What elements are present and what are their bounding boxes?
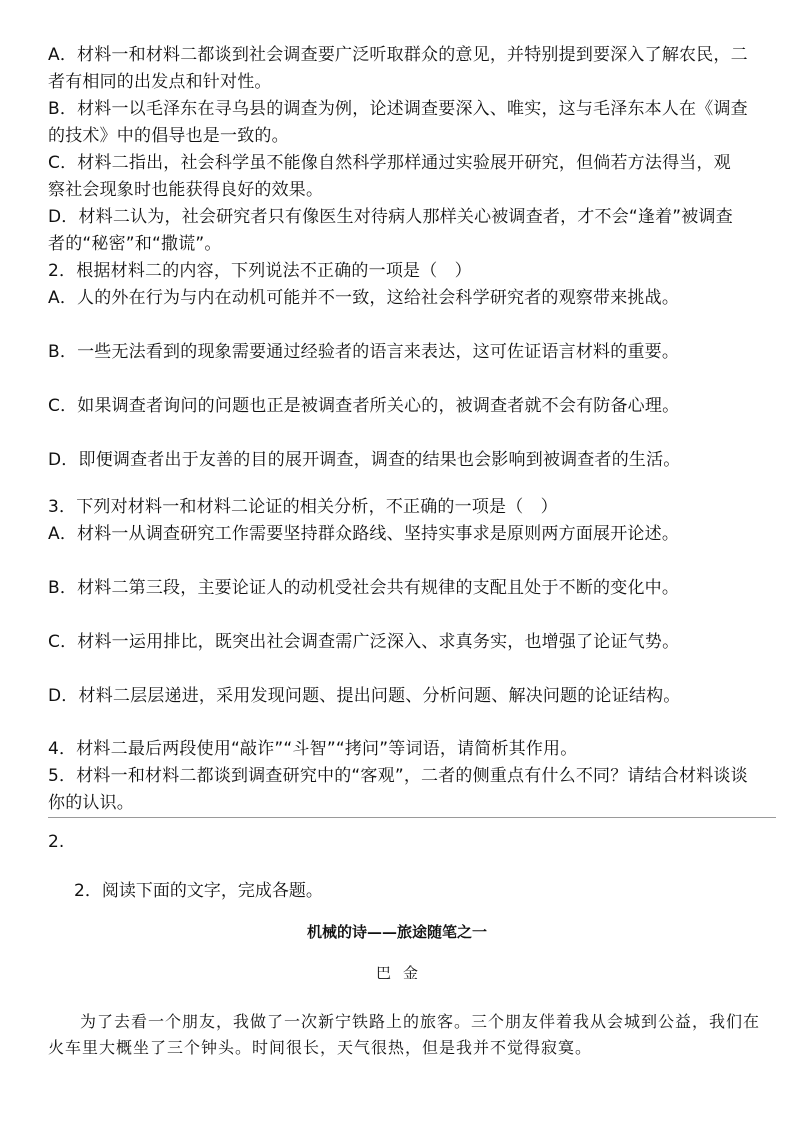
q2-option-c: C．如果调查者询问的问题也正是被调查者所关心的，被调查者就不会有防备心理。 xyxy=(48,396,680,416)
section-divider xyxy=(48,817,776,818)
q2-option-d: D．即便调查者出于友善的目的展开调查，调查的结果也会影响到被调查者的生活。 xyxy=(48,450,681,470)
q3-stem: 3．下列对材料一和材料二论证的相关分析，不正确的一项是（ ） xyxy=(48,497,558,517)
section-number: 2. xyxy=(48,832,65,852)
q3-option-a: A．材料一从调查研究工作需要坚持群众路线、坚持实事求是原则两方面展开论述。 xyxy=(48,524,680,544)
q3-option-d: D．材料二层层递进，采用发现问题、提出问题、分析问题、解决问题的论证结构。 xyxy=(48,686,681,706)
q4-question: 4．材料二最后两段使用“敲诈”“斗智”“拷问”等词语，请简析其作用。 xyxy=(48,739,578,759)
q1-option-b: B．材料一以毛泽东在寻乌县的调查为例，论述调查要深入、唯实，这与毛泽东本人在《调查的技术》中的倡导也是一致的。 xyxy=(48,99,748,146)
q2-stem: 2．根据材料二的内容，下列说法不正确的一项是（ ） xyxy=(48,261,472,281)
reading-instruction: 2．阅读下面的文字，完成各题。 xyxy=(74,881,323,901)
q1-option-d: D．材料二认为，社会研究者只有像医生对待病人那样关心被调查者，才不会“逢着”被调查者的“秘密”和“撒谎”。 xyxy=(48,207,733,254)
article-paragraph: 为了去看一个朋友，我做了一次新宁铁路上的旅客。三个朋友伴着我从会城到公益，我们在火车里大概坐了三个钟头。时间很长，天气很热，但是我并不觉得寂寞。 xyxy=(48,1012,761,1057)
q1-option-a: A．材料一和材料二都谈到社会调查要广泛听取群众的意见，并特别提到要深入了解农民，二者有相同的出发点和针对性。 xyxy=(48,45,748,92)
q5-question: 5．材料一和材料二都谈到调查研究中的“客观”，二者的侧重点有什么不同？请结合材料谈谈你的认识。 xyxy=(48,766,748,813)
q3-option-c: C．材料一运用排比，既突出社会调查需广泛深入、求真务实，也增强了论证气势。 xyxy=(48,632,680,652)
q3-option-b: B．材料二第三段，主要论证人的动机受社会共有规律的支配且处于不断的变化中。 xyxy=(48,578,680,598)
q2-option-b: B．一些无法看到的现象需要通过经验者的语言来表达，这可佐证语言材料的重要。 xyxy=(48,342,680,362)
q2-option-a: A．人的外在行为与内在动机可能并不一致，这给社会科学研究者的观察带来挑战。 xyxy=(48,288,680,308)
article-author: 巴金 xyxy=(375,964,430,982)
q1-option-c: C．材料二指出，社会科学虽不能像自然科学那样通过实验展开研究，但倘若方法得当，观察社会现象时也能获得良好的效果。 xyxy=(48,153,731,200)
article-title: 机械的诗——旅途随笔之一 xyxy=(306,923,487,941)
